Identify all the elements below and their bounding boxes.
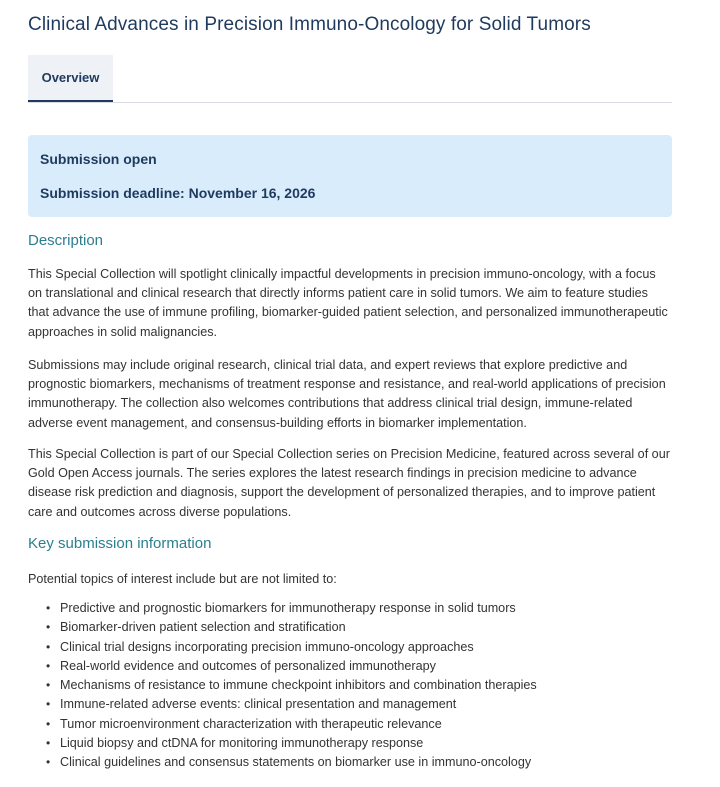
bullet-icon: • <box>46 678 51 693</box>
list-item <box>28 695 672 714</box>
topic-text: Immune-related adverse events: clinical presentation and management <box>60 697 457 712</box>
submission-status: Submission open <box>40 151 157 167</box>
list-item <box>28 618 672 637</box>
description-heading: Description <box>28 232 104 249</box>
bullet-icon: • <box>46 716 51 731</box>
page-title: Clinical Advances in Precision Immuno-Oncology for Solid Tumors <box>28 14 591 35</box>
topic-text: Clinical trial designs incorporating precision immuno-oncology approaches <box>60 639 474 654</box>
bullet-icon: • <box>46 639 51 654</box>
list-item <box>28 753 672 772</box>
bullet-icon: • <box>46 620 51 635</box>
topic-text: Biomarker-driven patient selection and stratification <box>60 620 346 635</box>
topic-text: Tumor microenvironment characterization with therapeutic relevance <box>60 716 442 731</box>
topic-text: Clinical guidelines and consensus statements on biomarker use in immuno-oncology <box>60 755 532 770</box>
topic-text: Mechanisms of resistance to immune checkpoint inhibitors and combination therapies <box>60 678 537 693</box>
submission-notice <box>28 135 672 217</box>
list-item <box>28 599 672 618</box>
topic-list <box>28 599 672 773</box>
bullet-icon: • <box>46 601 51 615</box>
topic-text: Predictive and prognostic biomarkers for immunotherapy response in solid tumors <box>60 601 516 615</box>
key-submission-heading: Key submission information <box>28 535 212 552</box>
bullet-icon: • <box>46 755 51 770</box>
tab-bar <box>28 55 672 103</box>
submission-deadline: Submission deadline: November 16, 2026 <box>40 185 316 201</box>
list-item <box>28 734 672 753</box>
description-paragraph: Submissions may include original research, clinical trial data, and expert reviews that explore predictive and prognostic biomarkers, mechanisms of treatment response and resistance, and real-world applications of precision immunotherapy. The collection also welcomes contributions that address clinical trial design, immune-related adverse event management, and consensus-building efforts in biomarker implementation. <box>28 358 666 430</box>
tab-overview[interactable]: Overview <box>28 55 113 102</box>
description-paragraph: This Special Collection is part of our Special Collection series on Precision Medicine, featured across several of our Gold Open Access journals. The series explores the latest research findings in precision medicine to advance disease risk prediction and diagnosis, support the development of personalized therapies, and to improve patient care and outcomes across diverse populations. <box>28 447 670 519</box>
bullet-icon: • <box>46 658 51 673</box>
bullet-icon: • <box>46 697 51 712</box>
list-item <box>28 715 672 734</box>
bullet-icon: • <box>46 736 51 751</box>
list-item <box>28 638 672 657</box>
topic-text: Liquid biopsy and ctDNA for monitoring immunotherapy response <box>60 736 424 751</box>
topic-text: Real-world evidence and outcomes of personalized immunotherapy <box>60 658 436 673</box>
list-item <box>28 676 672 695</box>
topics-intro: Potential topics of interest include but are not limited to: <box>28 572 337 586</box>
description-paragraph: This Special Collection will spotlight clinically impactful developments in precision immuno-oncology, with a focus on translational and clinical research that directly informs patient care in solid tumors. We aim to feature studies that advance the use of immune profiling, biomarker-guided patient selection, and personalized immunotherapeutic approaches in solid malignancies. <box>28 267 668 339</box>
list-item <box>28 657 672 676</box>
